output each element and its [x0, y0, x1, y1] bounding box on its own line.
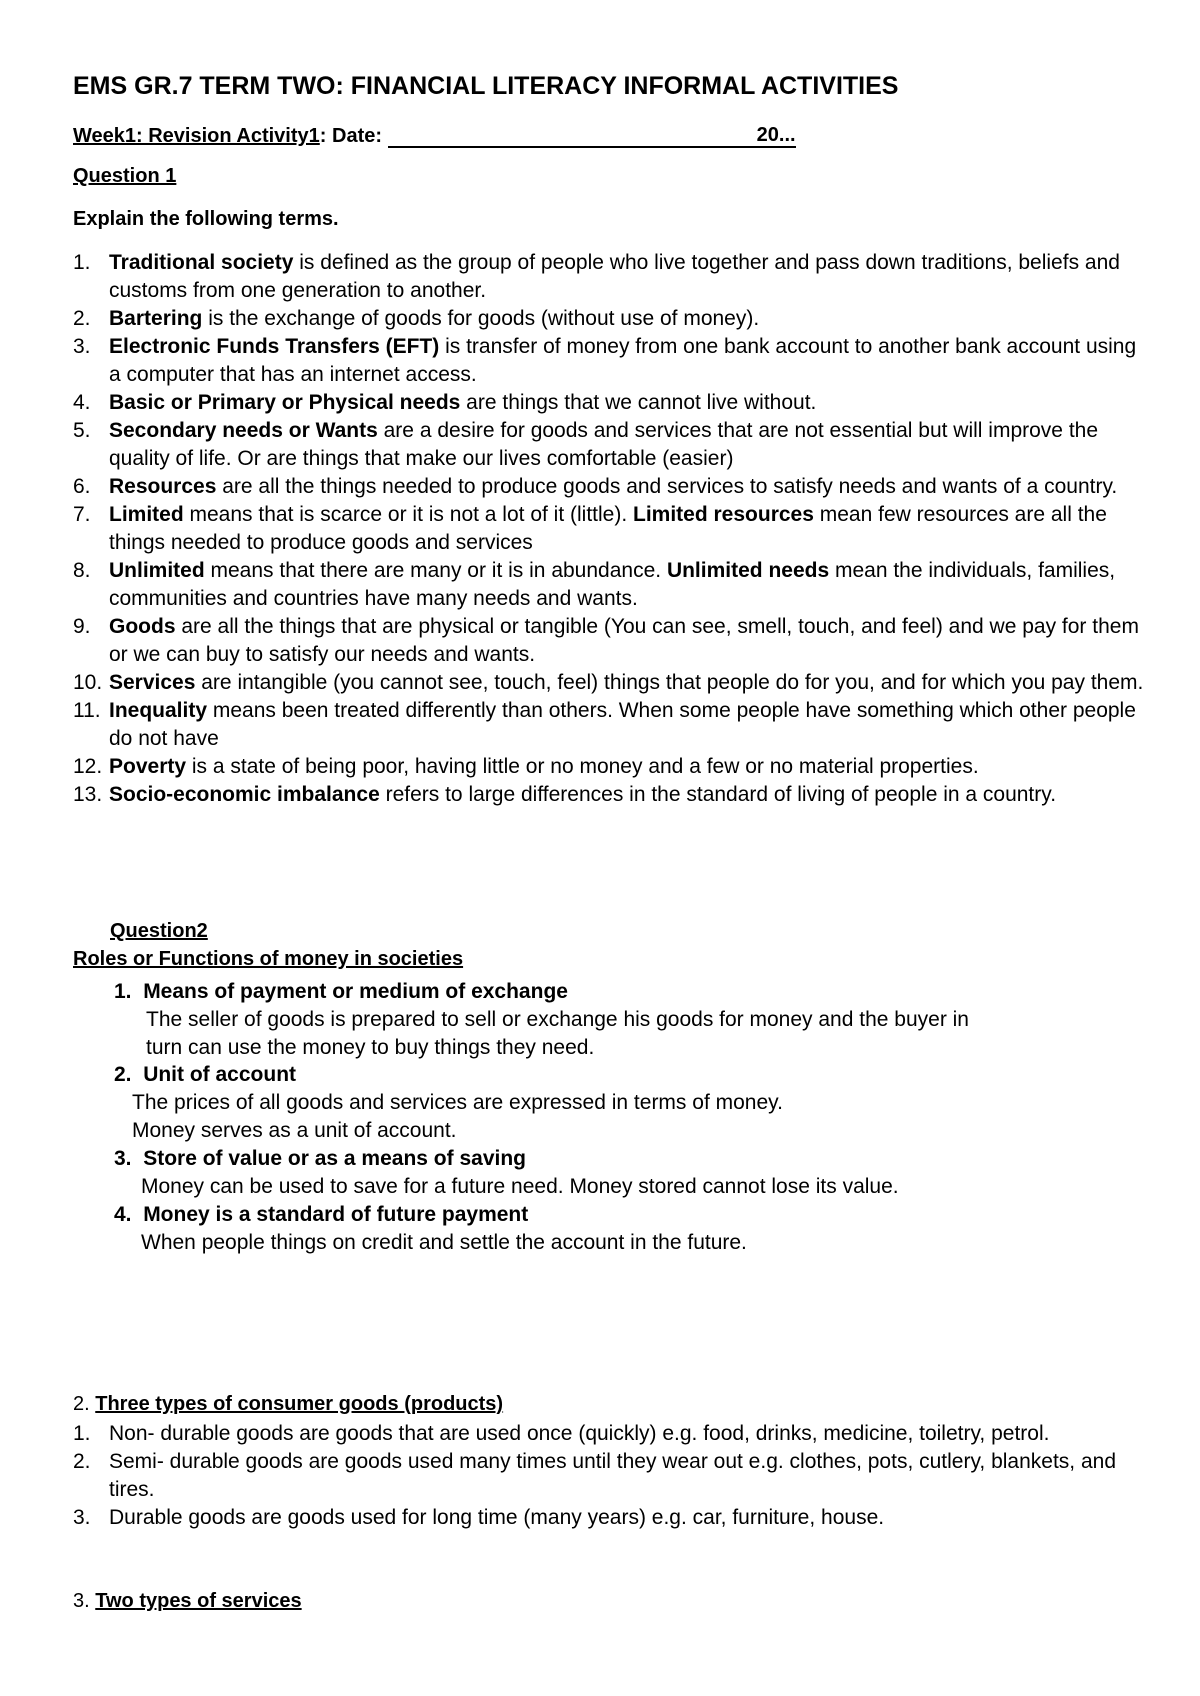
function-number: 2.	[114, 1063, 132, 1086]
definition-item	[73, 501, 1153, 557]
definition-term: Basic or Primary or Physical needs	[109, 391, 461, 414]
definition-number: 13.	[73, 783, 103, 806]
definition-text: mean the individuals, families, communities and countries have many needs and wants.	[109, 559, 1116, 610]
goods-text: Semi- durable goods are goods used many times until they wear out e.g. clothes, pots, cutlery, blankets, and tires.	[109, 1450, 1116, 1501]
question-1-heading: Question 1	[73, 165, 177, 187]
definition-number: 7.	[73, 503, 91, 526]
definition-item	[73, 473, 1153, 501]
definition-item	[73, 333, 1153, 389]
function-1-title	[114, 978, 568, 1006]
definition-term: Traditional society	[109, 251, 294, 274]
definition-number: 9.	[73, 615, 91, 638]
definitions-list	[73, 249, 1153, 809]
definition-text: means been treated differently than others. When some people have something which other people do not have	[109, 699, 1136, 750]
definition-term: Inequality	[109, 699, 208, 722]
goods-text: Durable goods are goods used for long time (many years) e.g. car, furniture, house.	[109, 1506, 885, 1529]
function-number: 3.	[114, 1147, 132, 1170]
definition-text: means that there are many or it is in abundance.	[204, 559, 667, 582]
definition-number: 2.	[73, 307, 91, 330]
function-3-title	[114, 1145, 526, 1173]
definition-term: Unlimited	[109, 559, 205, 582]
definition-text: are things that we cannot live without.	[460, 391, 817, 414]
definition-text: are a desire for goods and services that are not essential but will improve the quality of life. Or are things that make our lives comfortable (easier)	[109, 419, 1099, 470]
function-title: Money is a standard of future payment	[143, 1203, 529, 1226]
date-suffix: 20...	[756, 124, 796, 146]
goods-item	[73, 1504, 1153, 1532]
week-date-line	[73, 124, 796, 148]
function-3-line-1: Money can be used to save for a future need. Money stored cannot lose its value.	[141, 1175, 899, 1198]
week-label: Week1: Revision Activity1	[73, 125, 320, 147]
function-4-line-1: When people things on credit and settle the account in the future.	[141, 1231, 747, 1254]
definition-item	[73, 249, 1153, 305]
definition-term: Secondary needs or Wants	[109, 419, 378, 442]
definition-text: are all the things needed to produce goods and services to satisfy needs and wants of a country.	[216, 475, 1118, 498]
definition-item	[73, 781, 1153, 809]
definition-number: 8.	[73, 559, 91, 582]
section-2-title: Three types of consumer goods (products)	[95, 1393, 504, 1415]
function-2-line-2: Money serves as a unit of account.	[132, 1119, 457, 1142]
definition-term: Poverty	[109, 755, 187, 778]
definition-number: 4.	[73, 391, 91, 414]
definition-text: is a state of being poor, having little or no money and a few or no material properties.	[186, 755, 979, 778]
definition-number: 1.	[73, 251, 91, 274]
section-2-heading	[73, 1393, 503, 1416]
definition-item	[73, 389, 1153, 417]
goods-text: Non- durable goods are goods that are used once (quickly) e.g. food, drinks, medicine, toiletry, petrol.	[109, 1422, 1050, 1445]
section-3-title: Two types of services	[95, 1590, 302, 1612]
definition-item	[73, 753, 1153, 781]
function-2-title	[114, 1061, 296, 1089]
date-label: : Date:	[319, 125, 383, 147]
definition-number: 11.	[73, 699, 101, 722]
definition-term: Unlimited needs	[666, 559, 830, 582]
definition-text: are all the things that are physical or tangible (You can see, smell, touch, and feel) and we pay for them or we can buy to satisfy our needs and wants.	[109, 615, 1139, 666]
goods-number: 1.	[73, 1422, 91, 1445]
definition-item	[73, 613, 1153, 669]
definition-text: refers to large differences in the standard of living of people in a country.	[379, 783, 1057, 806]
definition-term: Bartering	[109, 307, 203, 330]
function-number: 1.	[114, 980, 132, 1003]
definition-item	[73, 305, 1153, 333]
definition-text: is defined as the group of people who live together and pass down traditions, beliefs and customs from one generation to another.	[109, 251, 1120, 302]
definition-item	[73, 669, 1153, 697]
date-field	[388, 124, 796, 148]
function-title: Means of payment or medium of exchange	[143, 980, 568, 1003]
section-3-number: 3.	[73, 1590, 96, 1612]
definition-item	[73, 417, 1153, 473]
definition-number: 6.	[73, 475, 91, 498]
goods-number: 3.	[73, 1506, 91, 1529]
definition-text: is the exchange of goods for goods (without use of money).	[202, 307, 760, 330]
definition-number: 3.	[73, 335, 91, 358]
definition-number: 10.	[73, 671, 103, 694]
function-4-title	[114, 1201, 528, 1229]
definition-term: Limited resources	[633, 503, 814, 526]
definition-item	[73, 697, 1153, 753]
goods-number: 2.	[73, 1450, 91, 1473]
section-2-number: 2.	[73, 1393, 96, 1415]
goods-item	[73, 1420, 1153, 1448]
function-1-line-2: turn can use the money to buy things they need.	[146, 1036, 595, 1059]
goods-item	[73, 1448, 1153, 1504]
definition-term: Services	[109, 671, 196, 694]
section-3-heading	[73, 1590, 302, 1613]
function-1-line-1: The seller of goods is prepared to sell or exchange his goods for money and the buyer in	[146, 1008, 969, 1031]
definition-text: means that is scarce or it is not a lot of it (little).	[183, 503, 633, 526]
question-2-heading: Question2	[110, 920, 208, 942]
document-title: EMS GR.7 TERM TWO: FINANCIAL LITERACY INFORMAL ACTIVITIES	[73, 72, 899, 100]
definition-term: Socio-economic imbalance	[109, 783, 380, 806]
definition-term: Electronic Funds Transfers (EFT)	[109, 335, 440, 358]
definition-number: 12.	[73, 755, 103, 778]
function-title: Store of value or as a means of saving	[143, 1147, 526, 1170]
definition-term: Limited	[109, 503, 184, 526]
definition-item	[73, 557, 1153, 613]
function-number: 4.	[114, 1203, 132, 1226]
definition-text: are intangible (you cannot see, touch, feel) things that people do for you, and for which you pay them.	[195, 671, 1144, 694]
definition-term: Resources	[109, 475, 217, 498]
consumer-goods-list	[73, 1420, 1153, 1532]
function-title: Unit of account	[143, 1063, 297, 1086]
definition-text: mean few resources are all the things needed to produce goods and services	[109, 503, 1107, 554]
definition-term: Goods	[109, 615, 176, 638]
roles-heading: Roles or Functions of money in societies	[73, 948, 464, 970]
definition-number: 5.	[73, 419, 91, 442]
explain-instruction: Explain the following terms.	[73, 208, 339, 230]
definition-text: is transfer of money from one bank account to another bank account using a computer that has an internet access.	[109, 335, 1137, 386]
function-2-line-1: The prices of all goods and services are expressed in terms of money.	[132, 1091, 783, 1114]
